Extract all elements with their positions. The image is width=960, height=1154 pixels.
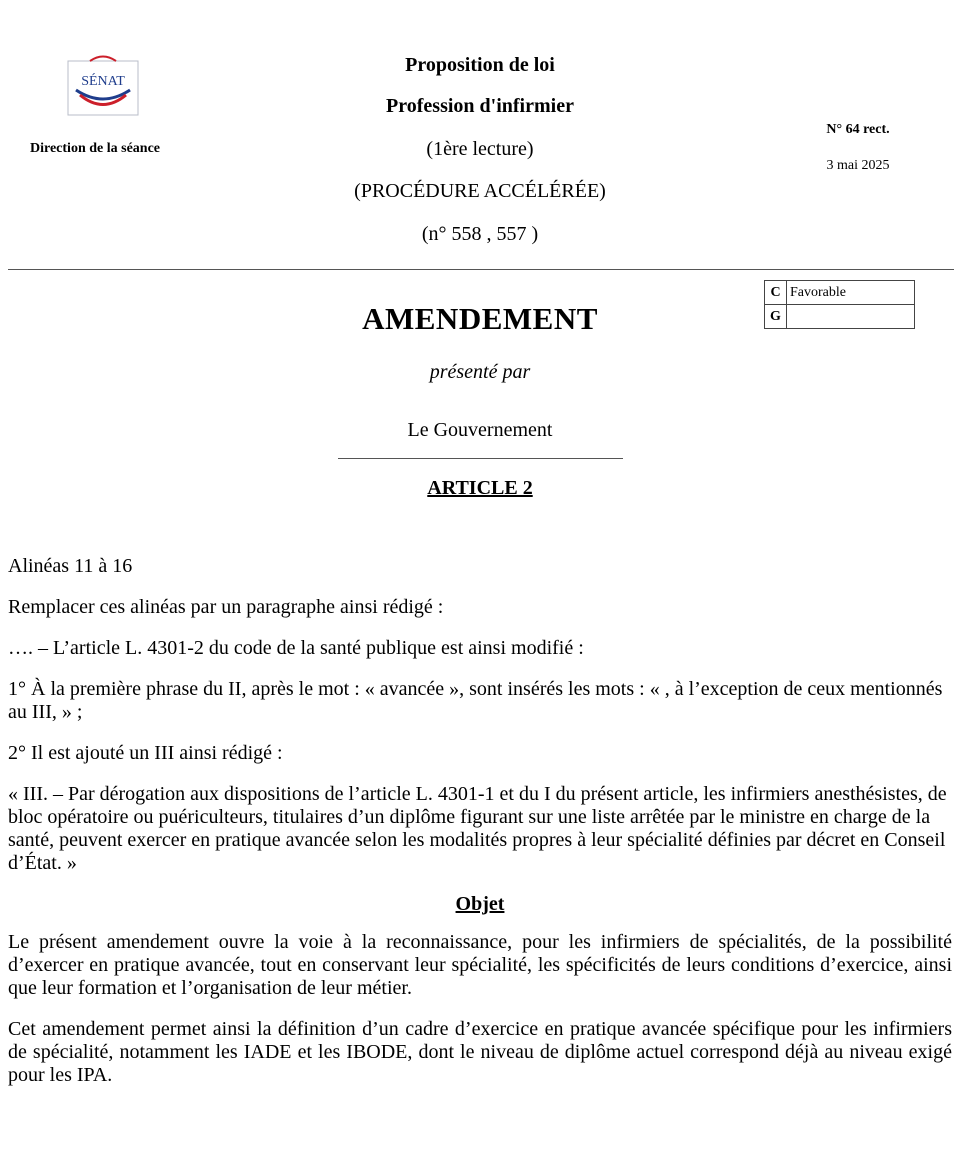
doc-type: Proposition de loi	[405, 54, 555, 76]
amendment-date: 3 mai 2025	[826, 158, 890, 173]
dispositif-paragraph: …. – L’article L. 4301-2 du code de la santé publique est ainsi modifié :	[8, 637, 584, 659]
objet-paragraph: Le présent amendement ouvre la voie à la reconnaissance, pour les infirmiers de spécialités, de la possibilité d’exercer en pratique avancée, tout en conservant leur spécialité, les spécificités de leurs conditions d’exercice, ainsi que leur formation et l’organisation de leur métier.	[8, 931, 952, 999]
procedure-label: (PROCÉDURE ACCÉLÉRÉE)	[354, 180, 606, 202]
objet-paragraph: Cet amendement permet ainsi la définition d’un cadre d’exercice en pratique avancée spécifique pour les infirmiers de spécialité, notamment les IADE et les IBODE, dont le niveau de diplôme actuel correspond déjà au niveau exigé pour les IPA.	[8, 1018, 952, 1086]
doc-subject: Profession d'infirmier	[386, 95, 574, 117]
amendment-number: N° 64 rect.	[826, 122, 890, 137]
article-heading: ARTICLE 2	[427, 477, 533, 499]
author-divider	[338, 458, 623, 459]
reading-stage: (1ère lecture)	[426, 138, 534, 160]
avis-value: Favorable	[787, 281, 915, 305]
amendment-body	[8, 555, 952, 1105]
dispositif-paragraph: « III. – Par dérogation aux dispositions de l’article L. 4301-1 et du I du présent article, les infirmiers anesthésistes, de bloc opératoire ou puériculteurs, titulaires d’un diplôme figurant sur une liste arrêtée par le ministre en charge de la santé, peuvent exercer en pratique avancée selon les modalités propres à leur spécialité définies par décret en Conseil d’État. »	[8, 783, 947, 874]
avis-key: G	[765, 305, 787, 329]
dispositif-paragraph: 2° Il est ajouté un III ainsi rédigé :	[8, 742, 283, 764]
dispositif-paragraph: Alinéas 11 à 16	[8, 555, 133, 577]
avis-key: C	[765, 281, 787, 305]
text-numbers: (n° 558 , 557 )	[421, 223, 539, 245]
presented-by: présenté par	[429, 361, 531, 383]
dispositif-paragraph: 1° À la première phrase du II, après le mot : « avancée », sont insérés les mots : « , à l’exception de ceux mentionnés au III, » ;	[8, 678, 943, 723]
direction-label: Direction de la séance	[30, 141, 160, 156]
dispositif-paragraph: Remplacer ces alinéas par un paragraphe ainsi rédigé :	[8, 596, 444, 618]
senat-logo-text: SÉNAT	[81, 74, 125, 89]
amendment-title: AMENDEMENT	[362, 301, 598, 336]
objet-heading: Objet	[455, 893, 505, 915]
author: Le Gouvernement	[407, 419, 553, 441]
header-divider	[8, 269, 954, 270]
